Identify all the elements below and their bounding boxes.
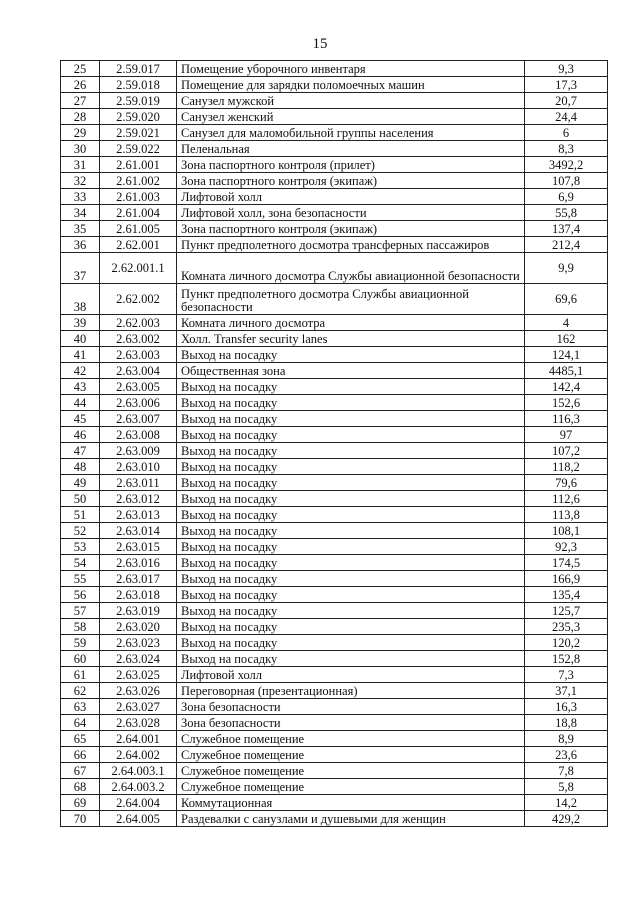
room-name-cell: Выход на посадку — [177, 619, 525, 635]
row-number-cell: 30 — [61, 141, 100, 157]
row-number-cell: 70 — [61, 811, 100, 827]
row-number-cell: 32 — [61, 173, 100, 189]
room-name-cell: Лифтовой холл — [177, 189, 525, 205]
row-number-cell: 63 — [61, 699, 100, 715]
room-code-cell: 2.63.009 — [100, 443, 177, 459]
room-area-cell: 212,4 — [525, 237, 608, 253]
room-code-cell: 2.59.018 — [100, 77, 177, 93]
table-row — [61, 603, 608, 619]
room-area-cell: 107,8 — [525, 173, 608, 189]
room-code-cell: 2.64.001 — [100, 731, 177, 747]
room-name-cell: Санузел мужской — [177, 93, 525, 109]
room-name-cell: Санузел для маломобильной группы населения — [177, 125, 525, 141]
table-row — [61, 221, 608, 237]
table-row — [61, 427, 608, 443]
room-area-cell: 8,9 — [525, 731, 608, 747]
table-row — [61, 315, 608, 331]
row-number-cell: 64 — [61, 715, 100, 731]
table-row — [61, 237, 608, 253]
row-number-cell: 69 — [61, 795, 100, 811]
room-area-cell: 135,4 — [525, 587, 608, 603]
table-row — [61, 125, 608, 141]
room-area-cell: 18,8 — [525, 715, 608, 731]
room-name-cell: Выход на посадку — [177, 539, 525, 555]
table-row — [61, 731, 608, 747]
room-area-cell: 5,8 — [525, 779, 608, 795]
room-name-cell: Переговорная (презентационная) — [177, 683, 525, 699]
room-name-cell: Санузел женский — [177, 109, 525, 125]
room-area-cell: 142,4 — [525, 379, 608, 395]
room-name-cell: Выход на посадку — [177, 459, 525, 475]
room-code-cell: 2.64.003.2 — [100, 779, 177, 795]
row-number-cell: 48 — [61, 459, 100, 475]
table-row — [61, 507, 608, 523]
row-number-cell: 40 — [61, 331, 100, 347]
row-number-cell: 58 — [61, 619, 100, 635]
row-number-cell: 34 — [61, 205, 100, 221]
table-row — [61, 651, 608, 667]
room-name-cell: Выход на посадку — [177, 603, 525, 619]
room-name-cell: Служебное помещение — [177, 731, 525, 747]
room-name-cell: Выход на посадку — [177, 395, 525, 411]
row-number-cell: 61 — [61, 667, 100, 683]
row-number-cell: 42 — [61, 363, 100, 379]
row-number-cell: 50 — [61, 491, 100, 507]
room-area-cell: 16,3 — [525, 699, 608, 715]
room-code-cell: 2.61.004 — [100, 205, 177, 221]
table-row — [61, 157, 608, 173]
table-row — [61, 77, 608, 93]
table-row — [61, 619, 608, 635]
room-code-cell: 2.61.005 — [100, 221, 177, 237]
room-name-cell: Зона безопасности — [177, 715, 525, 731]
room-name-cell: Выход на посадку — [177, 443, 525, 459]
room-name-cell: Пункт предполетного досмотра Службы авиационной безопасности — [177, 284, 525, 315]
room-code-cell: 2.61.002 — [100, 173, 177, 189]
room-name-cell: Выход на посадку — [177, 651, 525, 667]
row-number-cell: 43 — [61, 379, 100, 395]
table-row — [61, 539, 608, 555]
room-area-cell: 108,1 — [525, 523, 608, 539]
room-name-cell: Выход на посадку — [177, 427, 525, 443]
room-name-cell: Зона паспортного контроля (прилет) — [177, 157, 525, 173]
room-area-cell: 37,1 — [525, 683, 608, 699]
room-code-cell: 2.63.020 — [100, 619, 177, 635]
room-code-cell: 2.63.003 — [100, 347, 177, 363]
row-number-cell: 45 — [61, 411, 100, 427]
room-name-cell: Служебное помещение — [177, 747, 525, 763]
row-number-cell: 66 — [61, 747, 100, 763]
row-number-cell: 31 — [61, 157, 100, 173]
table-row — [61, 811, 608, 827]
room-name-cell: Выход на посадку — [177, 507, 525, 523]
rooms-table-body — [61, 61, 608, 827]
row-number-cell: 25 — [61, 61, 100, 77]
room-name-cell: Пеленальная — [177, 141, 525, 157]
room-area-cell: 107,2 — [525, 443, 608, 459]
table-row — [61, 109, 608, 125]
room-name-cell: Служебное помещение — [177, 763, 525, 779]
room-area-cell: 9,9 — [525, 253, 608, 284]
table-row — [61, 93, 608, 109]
room-area-cell: 174,5 — [525, 555, 608, 571]
room-name-cell: Служебное помещение — [177, 779, 525, 795]
room-code-cell: 2.62.001.1 — [100, 253, 177, 284]
table-row — [61, 491, 608, 507]
room-name-cell: Выход на посадку — [177, 475, 525, 491]
row-number-cell: 54 — [61, 555, 100, 571]
table-row — [61, 699, 608, 715]
table-row — [61, 747, 608, 763]
table-row — [61, 189, 608, 205]
row-number-cell: 59 — [61, 635, 100, 651]
room-area-cell: 20,7 — [525, 93, 608, 109]
room-name-cell: Выход на посадку — [177, 635, 525, 651]
room-code-cell: 2.63.028 — [100, 715, 177, 731]
room-name-cell: Зона безопасности — [177, 699, 525, 715]
row-number-cell: 49 — [61, 475, 100, 491]
room-code-cell: 2.59.021 — [100, 125, 177, 141]
room-name-cell: Лифтовой холл — [177, 667, 525, 683]
room-area-cell: 3492,2 — [525, 157, 608, 173]
room-name-cell: Выход на посадку — [177, 523, 525, 539]
room-name-cell: Помещение для зарядки поломоечных машин — [177, 77, 525, 93]
row-number-cell: 68 — [61, 779, 100, 795]
room-code-cell: 2.63.026 — [100, 683, 177, 699]
row-number-cell: 57 — [61, 603, 100, 619]
row-number-cell: 38 — [61, 284, 100, 315]
room-code-cell: 2.63.016 — [100, 555, 177, 571]
room-area-cell: 166,9 — [525, 571, 608, 587]
room-area-cell: 124,1 — [525, 347, 608, 363]
room-area-cell: 17,3 — [525, 77, 608, 93]
room-area-cell: 118,2 — [525, 459, 608, 475]
row-number-cell: 36 — [61, 237, 100, 253]
room-area-cell: 152,8 — [525, 651, 608, 667]
room-code-cell: 2.63.010 — [100, 459, 177, 475]
room-area-cell: 4 — [525, 315, 608, 331]
room-name-cell: Зона паспортного контроля (экипаж) — [177, 221, 525, 237]
row-number-cell: 60 — [61, 651, 100, 667]
room-area-cell: 4485,1 — [525, 363, 608, 379]
room-area-cell: 7,8 — [525, 763, 608, 779]
room-code-cell: 2.63.005 — [100, 379, 177, 395]
room-area-cell: 116,3 — [525, 411, 608, 427]
room-code-cell: 2.59.017 — [100, 61, 177, 77]
row-number-cell: 39 — [61, 315, 100, 331]
table-row — [61, 331, 608, 347]
room-name-cell: Выход на посадку — [177, 491, 525, 507]
room-code-cell: 2.64.002 — [100, 747, 177, 763]
row-number-cell: 33 — [61, 189, 100, 205]
room-code-cell: 2.63.008 — [100, 427, 177, 443]
room-name-cell: Выход на посадку — [177, 411, 525, 427]
room-area-cell: 235,3 — [525, 619, 608, 635]
room-area-cell: 113,8 — [525, 507, 608, 523]
room-code-cell: 2.63.019 — [100, 603, 177, 619]
row-number-cell: 27 — [61, 93, 100, 109]
room-area-cell: 137,4 — [525, 221, 608, 237]
room-name-cell: Выход на посадку — [177, 571, 525, 587]
table-row — [61, 683, 608, 699]
room-area-cell: 8,3 — [525, 141, 608, 157]
table-row — [61, 379, 608, 395]
room-area-cell: 112,6 — [525, 491, 608, 507]
table-row — [61, 523, 608, 539]
room-area-cell: 152,6 — [525, 395, 608, 411]
room-code-cell: 2.63.006 — [100, 395, 177, 411]
room-name-cell: Раздевалки с санузлами и душевыми для женщин — [177, 811, 525, 827]
table-row — [61, 795, 608, 811]
page-number: 15 — [312, 36, 328, 52]
table-row — [61, 571, 608, 587]
row-number-cell: 56 — [61, 587, 100, 603]
room-code-cell: 2.63.014 — [100, 523, 177, 539]
table-row — [61, 635, 608, 651]
room-name-cell: Лифтовой холл, зона безопасности — [177, 205, 525, 221]
room-code-cell: 2.63.012 — [100, 491, 177, 507]
table-row — [61, 443, 608, 459]
room-code-cell: 2.62.002 — [100, 284, 177, 315]
room-area-cell: 55,8 — [525, 205, 608, 221]
room-code-cell: 2.64.004 — [100, 795, 177, 811]
table-row — [61, 284, 608, 315]
room-area-cell: 7,3 — [525, 667, 608, 683]
table-row — [61, 347, 608, 363]
room-code-cell: 2.63.002 — [100, 331, 177, 347]
table-row — [61, 61, 608, 77]
room-name-cell: Выход на посадку — [177, 555, 525, 571]
room-area-cell: 97 — [525, 427, 608, 443]
row-number-cell: 37 — [61, 253, 100, 284]
room-area-cell: 79,6 — [525, 475, 608, 491]
room-name-cell: Зона паспортного контроля (экипаж) — [177, 173, 525, 189]
row-number-cell: 47 — [61, 443, 100, 459]
row-number-cell: 62 — [61, 683, 100, 699]
room-name-cell: Выход на посадку — [177, 379, 525, 395]
room-area-cell: 23,6 — [525, 747, 608, 763]
room-area-cell: 6 — [525, 125, 608, 141]
room-code-cell: 2.63.017 — [100, 571, 177, 587]
room-name-cell: Комната личного досмотра — [177, 315, 525, 331]
room-name-cell: Выход на посадку — [177, 587, 525, 603]
table-row — [61, 253, 608, 284]
table-row — [61, 667, 608, 683]
room-area-cell: 69,6 — [525, 284, 608, 315]
row-number-cell: 41 — [61, 347, 100, 363]
room-area-cell: 92,3 — [525, 539, 608, 555]
table-row — [61, 475, 608, 491]
room-code-cell: 2.61.001 — [100, 157, 177, 173]
room-code-cell: 2.59.019 — [100, 93, 177, 109]
room-code-cell: 2.63.025 — [100, 667, 177, 683]
table-row — [61, 779, 608, 795]
rooms-table — [60, 60, 608, 827]
room-area-cell: 120,2 — [525, 635, 608, 651]
room-code-cell: 2.63.023 — [100, 635, 177, 651]
table-row — [61, 459, 608, 475]
row-number-cell: 26 — [61, 77, 100, 93]
room-area-cell: 14,2 — [525, 795, 608, 811]
row-number-cell: 29 — [61, 125, 100, 141]
room-name-cell: Коммутационная — [177, 795, 525, 811]
table-row — [61, 141, 608, 157]
room-code-cell: 2.63.015 — [100, 539, 177, 555]
room-code-cell: 2.63.024 — [100, 651, 177, 667]
row-number-cell: 67 — [61, 763, 100, 779]
room-code-cell: 2.63.013 — [100, 507, 177, 523]
room-name-cell: Холл. Transfer security lanes — [177, 331, 525, 347]
row-number-cell: 35 — [61, 221, 100, 237]
room-name-cell: Комната личного досмотра Службы авиационной безопасности — [177, 253, 525, 284]
table-row — [61, 205, 608, 221]
table-row — [61, 587, 608, 603]
room-code-cell: 2.61.003 — [100, 189, 177, 205]
room-name-cell: Выход на посадку — [177, 347, 525, 363]
row-number-cell: 55 — [61, 571, 100, 587]
room-code-cell: 2.63.007 — [100, 411, 177, 427]
room-name-cell: Пункт предполетного досмотра трансферных пассажиров — [177, 237, 525, 253]
room-area-cell: 6,9 — [525, 189, 608, 205]
table-row — [61, 173, 608, 189]
room-code-cell: 2.59.022 — [100, 141, 177, 157]
room-area-cell: 162 — [525, 331, 608, 347]
room-code-cell: 2.63.004 — [100, 363, 177, 379]
room-area-cell: 125,7 — [525, 603, 608, 619]
table-row — [61, 363, 608, 379]
room-name-cell: Помещение уборочного инвентаря — [177, 61, 525, 77]
room-code-cell: 2.63.027 — [100, 699, 177, 715]
row-number-cell: 53 — [61, 539, 100, 555]
table-row — [61, 555, 608, 571]
table-row — [61, 411, 608, 427]
room-code-cell: 2.62.003 — [100, 315, 177, 331]
row-number-cell: 46 — [61, 427, 100, 443]
room-code-cell: 2.64.003.1 — [100, 763, 177, 779]
room-code-cell: 2.63.011 — [100, 475, 177, 491]
room-area-cell: 24,4 — [525, 109, 608, 125]
table-row — [61, 395, 608, 411]
room-area-cell: 429,2 — [525, 811, 608, 827]
room-code-cell: 2.63.018 — [100, 587, 177, 603]
room-code-cell: 2.64.005 — [100, 811, 177, 827]
room-code-cell: 2.62.001 — [100, 237, 177, 253]
room-name-cell: Общественная зона — [177, 363, 525, 379]
room-code-cell: 2.59.020 — [100, 109, 177, 125]
table-row — [61, 715, 608, 731]
room-area-cell: 9,3 — [525, 61, 608, 77]
row-number-cell: 44 — [61, 395, 100, 411]
row-number-cell: 65 — [61, 731, 100, 747]
row-number-cell: 51 — [61, 507, 100, 523]
table-row — [61, 763, 608, 779]
row-number-cell: 28 — [61, 109, 100, 125]
row-number-cell: 52 — [61, 523, 100, 539]
